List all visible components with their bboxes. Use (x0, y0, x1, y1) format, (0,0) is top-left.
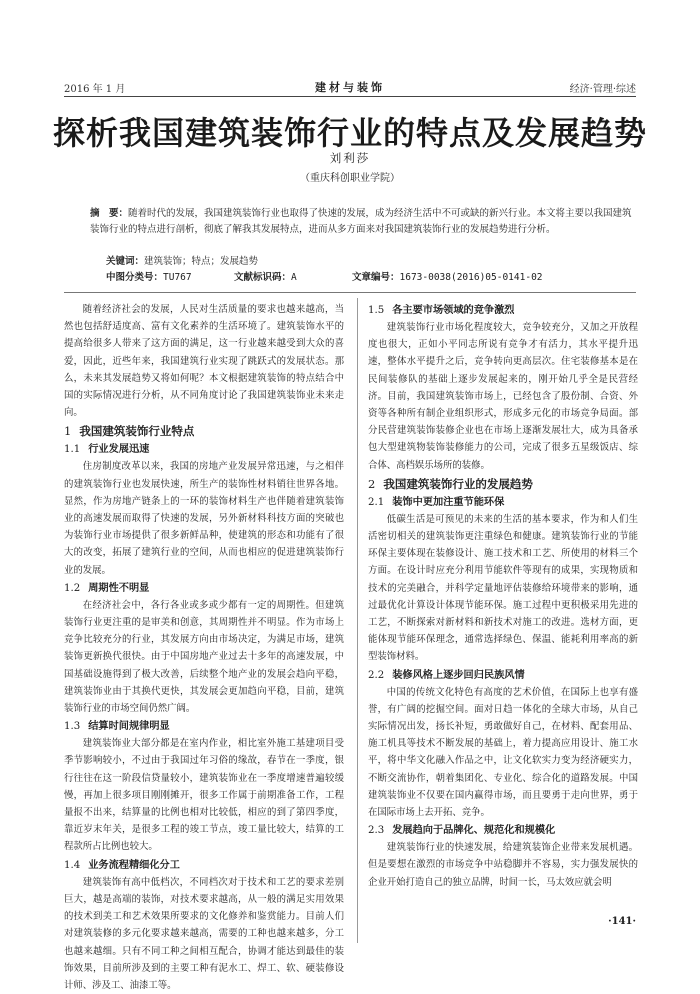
paragraph-1-1: 住房制度改革以来，我国的房地产业发展异常迅速，与之相伴的建筑装饰行业也发展快速，所生产的装饰性材料销往世界各地。显然，作为房地产链条上的一环的装饰材料生产也伴随着建筑装饰业的高速发展而取得了快速的发展，另外新材料科技方面的突破也为装饰行业市场提供了很多新鲜品种，使建筑的形态和功能有了很大的改变，拓展了建筑行业的空间，从而也相应的促进建筑装饰行业的发展。 (64, 461, 344, 576)
subsection-number: 1.4 (64, 859, 81, 871)
subsection-heading-2-1 (368, 494, 638, 511)
subsection-title: 装修风格上逐步回归民族风情 (392, 669, 525, 681)
abstract (90, 206, 638, 238)
section-number: 2 (368, 476, 376, 491)
abstract-label: 摘 要： (90, 208, 129, 219)
paragraph-1-2: 在经济社会中，各行各业或多或少都有一定的周期性。但建筑装饰行业更注重的是审美和创意，其周期性并不明显。作为市场上竞争比较充分的行业，其发展方向由市场决定，为满足市场，建筑装饰更新换代很快。由于中国房地产业过去十多年的高速发展，中国基础设施得到了极大改善，后续整个地产业的发展会趋向平稳，建筑装饰业由于其换代更快，其发展会更加趋向平稳，目前，建筑装饰行业的市场空间仍然广阔。 (64, 599, 344, 715)
subsection-heading-1-4 (64, 857, 344, 874)
paragraph-2-1: 低碳生活是可预见的未来的生活的基本要求，作为和人们生活密切相关的建筑装饰更注重绿色和健康。建筑装饰行业的节能环保主要体现在装修设计、施工技术和工艺、所使用的材料三个方面。在设计时应充分利用节能软件等现有的成果，实现物质和技术的完美融合，并科学定量地评估装修给环境带来的影响，通过最优化计算设计体现节能环保。施工过程中更积极采用先进的工艺，不断探索对新材料和新技术对施工的改进。选材方面，更能体现节能环保理念，通常选择绿色、保温、能耗利用率高的新型装饰材料。 (368, 513, 638, 663)
paragraph-2-2: 中国的传统文化特色有高度的艺术价值，在国际上也享有盛誉，有广阔的挖掘空间。面对日趋一体化的全球大市场，从自己实际情况出发，扬长补短，勇敢做好自己，在材料、配套用品、施工机具等技术不断发展的基础上，着力提高应用设计、施工水平，将中华文化融入作品之中，让文化软实力变为经济硬实力，不断交流协作，朝着集团化、专业化、综合化的道路发展。中国建筑装饰业不仅要在国内赢得市场，而且要勇于走向世界，勇于在国际市场上去开拓、竞争。 (368, 686, 638, 819)
section-number: 1 (64, 424, 72, 439)
subsection-title: 业务流程精细化分工 (88, 859, 180, 871)
issue-date: 2016 年 1 月 (64, 84, 126, 95)
section-heading-2 (368, 476, 638, 493)
abstract-text: 随着时代的发展，我国建筑装饰行业也取得了快速的发展，成为经济生活中不可或缺的新兴行业。本文将主要以我国建筑装饰行业的特点进行剖析，彻底了解我其发展特点，进而从多方面来对我国建筑装饰行业的发展趋势进行分析。 (90, 208, 632, 235)
doc-code-label: 文献标识码： (234, 272, 292, 283)
intro-paragraph: 随着经济社会的发展，人民对生活质量的要求也越来越高，当然也包括舒适度高、富有文化素养的生活环境了。建筑装饰水平的提高给很多人带来了这方面的满足，这一行业越来越受到大众的喜爱，因此，近些年来，我国建筑行业实现了跳跃式的发展状态。那么，未来其发展趋势又将如何呢？本文根据建筑装饰的特点结合中国的实际情况进行分析，从不同角度讨论了我国建筑装饰业未来走向。 (64, 304, 344, 419)
subsection-heading-1-2 (64, 580, 344, 597)
paragraph-1-3: 建筑装饰业大部分都是在室内作业，相比室外施工基建项目受季节影响较小，不过由于我国过年习俗的缘故，春节在一季度，银行往往在这一阶段信贷量较小，建筑装饰业在一季度增速普遍较缓慢，再加上很多项目刚刚摊开，很多工作属于前期准备工作，工程量报不出来，结算量的比例也相对比较低，相应的到了第四季度，靠近岁末年关，是很多工程的竣工节点，竣工量比较大，结算的工程款所占比例也较大。 (64, 738, 344, 853)
section-label: 经济·管理·综述 (569, 84, 636, 95)
clc-label: 中图分类号： (106, 272, 164, 283)
subsection-number: 1.2 (64, 582, 81, 594)
keywords-label: 关键词： (106, 256, 145, 267)
subsection-heading-1-1 (64, 441, 344, 458)
subsection-title: 装饰中更加注重节能环保 (392, 496, 505, 508)
page-number: ·141· (608, 916, 636, 927)
keywords (106, 253, 258, 267)
subsection-title: 结算时间规律明显 (88, 721, 170, 733)
subsection-title: 周期性不明显 (88, 582, 150, 594)
subsection-number: 2.1 (368, 496, 385, 508)
subsection-number: 1.1 (64, 444, 81, 456)
section-title: 我国建筑装饰行业特点 (79, 424, 195, 439)
subsection-number: 2.3 (368, 825, 385, 837)
subsection-title: 发展趋向于品牌化、规范化和规模化 (392, 825, 556, 837)
subsection-title: 行业发展迅速 (88, 444, 150, 456)
section-title: 我国建筑装饰行业的发展趋势 (383, 476, 533, 491)
subsection-number: 2.2 (368, 669, 385, 681)
subsection-heading-1-3 (64, 718, 344, 735)
subsection-number: 1.5 (368, 305, 385, 316)
article-no-label: 文章编号： (352, 272, 400, 283)
journal-name: 建材与装饰 (315, 81, 385, 94)
paragraph-2-3: 建筑装饰行业的快速发展，给建筑装饰企业带来发展机遇。但是要想在激烈的市场竞争中站稳脚并不容易，实力强发展快的企业开始打造自己的独立品牌，时间一长，马太效应就会明 (368, 842, 638, 888)
paragraph-1-5: 建筑装饰行业市场化程度较大，竞争较充分，又加之开放程度也很大，正如小平同志所说有竞争才有活力，其水平提升迅速，整体水平提升之后，竞争转向更高层次。住宅装修基本是在民间装修队的基础上逐步发展起来的，刚开始几乎全是民营经济。目前，我国建筑装饰市场上，已经包含了股份制、合资、外资等各种所有制企业组织形式，形成多元化的市场竞争局面。部分民营建筑装饰装修企业也在市场上逐渐发展壮大，成为具备承包大型建筑物装饰装修能力的公司，完成了很多五星级饭店、综合体、高档娱乐场所的装修。 (368, 322, 638, 471)
left-column (64, 301, 344, 994)
keywords-text: 建筑装饰；特点；发展趋势 (144, 256, 259, 267)
subsection-title: 各主要市场领域的竞争激烈 (392, 305, 515, 316)
clc-value: TU767 (163, 272, 192, 283)
subsection-heading-1-5 (368, 302, 638, 319)
abstract-separator (64, 292, 636, 293)
article-no-value: 1673-0038(2016)05-0141-02 (399, 272, 543, 283)
article-title: 探析我国建筑装饰行业的特点及发展趋势 (52, 114, 647, 152)
column-divider (357, 298, 358, 943)
section-heading-1 (64, 423, 344, 440)
subsection-heading-2-3 (368, 822, 638, 839)
author-affiliation: （重庆科创职业学院） (300, 173, 400, 184)
doc-code-value: A (291, 272, 297, 283)
doc-code (234, 269, 297, 283)
subsection-number: 1.3 (64, 721, 81, 733)
paragraph-1-4: 建筑装饰有高中低档次，不同档次对于技术和工艺的要求差别巨大，越是高端的装饰，对技术要求越高，从一般的满足实用效果的技术到美工和艺术效果所要求的文化修养和鉴赏能力。目前人们对建筑装修的多元化要求越来越高，需要的工种也越来越多，分工也越来越细。只有不同工种之间相互配合，协调才能达到最佳的装饰效果，目前所涉及到的主要工种有泥水工、焊工、软、硬装修设计师、涉及工、油漆工等。 (64, 876, 344, 991)
article-number (352, 269, 543, 283)
subsection-heading-2-2 (368, 667, 638, 684)
author-name: 刘利莎 (329, 151, 371, 165)
right-column (368, 301, 638, 891)
header-rule (64, 96, 636, 97)
clc-number (106, 269, 192, 283)
